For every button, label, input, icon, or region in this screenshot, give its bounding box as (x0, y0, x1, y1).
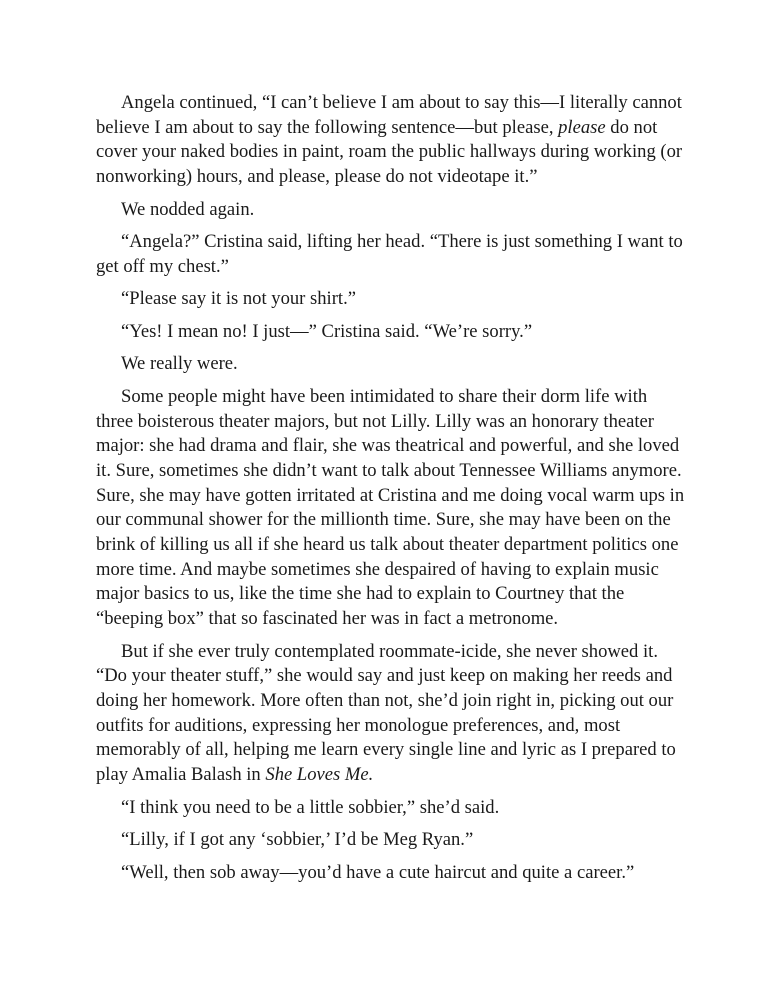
paragraph-11 (96, 861, 686, 886)
paragraph-9 (96, 796, 686, 821)
text-segment: “Lilly, if I got any ‘sobbier,’ I’d be Meg Ryan.” (121, 829, 474, 851)
text-segment: “I think you need to be a little sobbier,” she’d said. (121, 796, 500, 818)
book-page-body (96, 91, 686, 885)
text-segment: “Angela?” Cristina said, lifting her head. “There is just something I want to get off my chest.” (96, 231, 683, 277)
paragraph-4 (96, 287, 686, 312)
paragraph-7 (96, 385, 686, 632)
text-segment: do not cover your naked bodies in paint, roam the public hallways during working (or nonworking) hours, and please, please do not videotape it.” (96, 116, 683, 188)
emphasis-title: She Loves Me. (265, 764, 374, 786)
paragraph-5 (96, 320, 686, 345)
paragraph-10 (96, 828, 686, 853)
text-segment: “Well, then sob away—you’d have a cute haircut and quite a career.” (121, 861, 635, 883)
paragraph-3 (96, 230, 686, 279)
text-segment: Angela continued, “I can’t believe I am about to say this—I literally cannot believe I am about to say the following sentence—but please, (96, 92, 682, 138)
paragraph-8 (96, 640, 686, 788)
emphasis-text: please (558, 116, 606, 138)
text-segment: We nodded again. (121, 198, 255, 220)
text-segment: “Please say it is not your shirt.” (121, 288, 356, 310)
text-segment: We really were. (121, 353, 238, 375)
text-segment: But if she ever truly contemplated roommate-icide, she never showed it. “Do your theater stuff,” she would say and just keep on making her reeds and doing her homework. More often than not, she’d join right in, picking out our outfits for auditions, expressing her monologue preferences, and, most memorably of all, helping me learn every single line and lyric as I prepared to play Amalia Balash in (96, 640, 676, 786)
paragraph-2 (96, 198, 686, 223)
paragraph-6 (96, 352, 686, 377)
text-segment: “Yes! I mean no! I just—” Cristina said. “We’re sorry.” (121, 320, 533, 342)
text-segment: Some people might have been intimidated to share their dorm life with three boisterous theater majors, but not Lilly. Lilly was an honorary theater major: she had drama and flair, she was theatrical and powerful, and she loved it. Sure, sometimes she didn’t want to talk about Tennessee Williams anymore. Sure, she may have gotten irritated at Cristina and me doing vocal warm ups in our communal shower for the millionth time. Sure, she may have been on the brink of killing us all if she heard us talk about theater department politics one more time. And maybe sometimes she despaired of having to explain music major basics to us, like the time she had to explain to Courtney that the “beeping box” that so fascinated her was in fact a metronome. (96, 385, 685, 630)
paragraph-1 (96, 91, 686, 190)
